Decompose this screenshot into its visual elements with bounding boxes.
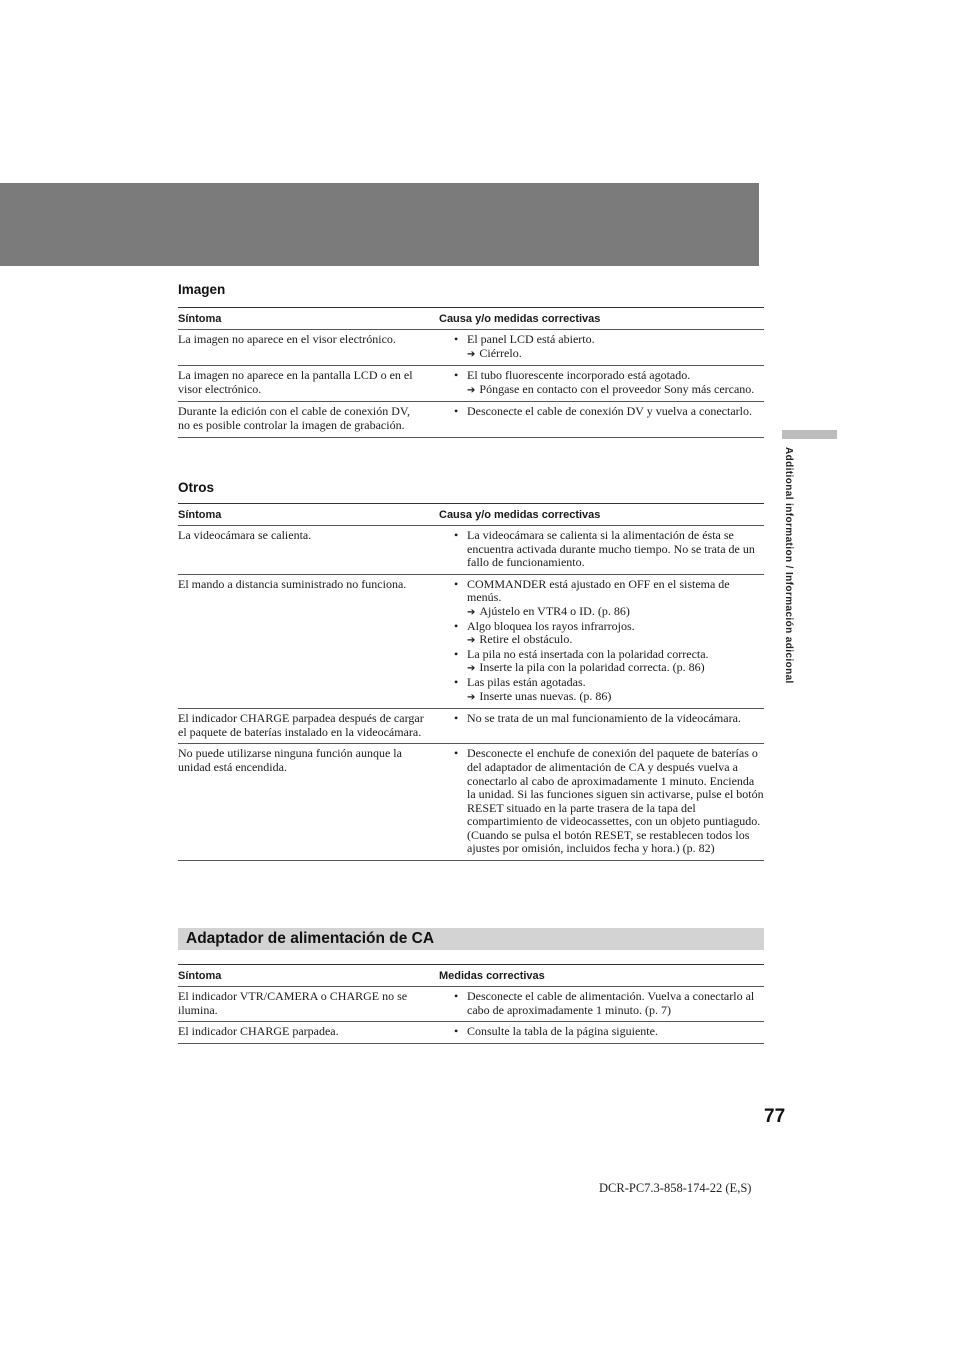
otros-heading: Otros	[178, 480, 215, 495]
cause-cell	[439, 744, 764, 861]
symptom-column-header: Síntoma	[178, 308, 439, 330]
remedy-line	[467, 661, 764, 676]
table-row	[178, 402, 764, 437]
table-row	[178, 526, 764, 575]
remedy-text: Retire el obstáculo.	[479, 632, 573, 647]
cause-item	[454, 578, 764, 620]
cause-list	[439, 333, 764, 361]
cause-list	[439, 1025, 764, 1039]
table-header-row	[178, 965, 764, 987]
cause-text: No se trata de un mal funcionamiento de la videocámara.	[467, 711, 741, 726]
cause-list	[439, 578, 764, 704]
cause-text: El panel LCD está abierto.	[467, 332, 595, 346]
cause-cell	[439, 402, 764, 437]
side-tab-marker	[782, 430, 837, 439]
otros-table	[178, 503, 764, 861]
arrow-right-icon: ➔	[467, 606, 476, 618]
cause-cell	[439, 330, 764, 366]
cause-item	[454, 712, 764, 726]
cause-list	[439, 529, 764, 570]
cause-column-header: Medidas correctivas	[439, 965, 764, 987]
cause-item	[454, 676, 764, 704]
remedy-line	[467, 347, 764, 362]
cause-cell	[439, 709, 764, 744]
remedy-text: Ajústelo en VTR4 o ID. (p. 86)	[479, 603, 630, 618]
cause-text: Desconecte el cable de alimentación. Vuelva a conectarlo al cabo de aproximadamente 1 minuto. (p. 7)	[467, 989, 755, 1017]
cause-list	[439, 712, 764, 726]
remedy-line	[467, 383, 764, 398]
remedy-line	[467, 633, 764, 648]
cause-item	[454, 405, 764, 419]
cause-cell	[439, 526, 764, 575]
cause-text: El tubo fluorescente incorporado está agotado.	[467, 368, 691, 383]
table-row	[178, 366, 764, 402]
cause-item	[454, 990, 764, 1017]
arrow-right-icon: ➔	[467, 663, 476, 675]
symptom-column-header: Síntoma	[178, 504, 439, 526]
cause-text: Desconecte el cable de conexión DV y vuelva a conectarlo.	[467, 404, 752, 419]
arrow-right-icon: ➔	[467, 348, 476, 360]
cause-cell	[439, 1022, 764, 1044]
cause-item	[454, 747, 764, 856]
symptom-cell: La videocámara se calienta.	[178, 526, 439, 575]
symptom-cell: El indicador CHARGE parpadea.	[178, 1022, 439, 1044]
adapter-table	[178, 964, 764, 1044]
cause-item	[454, 620, 764, 648]
cause-cell	[439, 987, 764, 1022]
table-row	[178, 987, 764, 1022]
adapter-section-bar	[178, 928, 764, 950]
table-row	[178, 744, 764, 861]
cause-text: Algo bloquea los rayos infrarrojos.	[467, 618, 635, 633]
cause-item	[454, 369, 764, 397]
cause-cell	[439, 574, 764, 708]
cause-text: Desconecte el enchufe de conexión del paquete de baterías o del adaptador de alimentación de CA y después vuelva a conectarlo al cabo de aproximadamente 1 minuto. Encienda la unidad. Si las funciones siguen sin activarse, pulse el botón RESET situado en la parte trasera de la tapa del compartimiento de videocassettes, con un objeto puntiagudo. (Cuando se pulsa el botón RESET, se restablecen todos los ajustes por omisión, incluidos fecha y hora.) (p. 82)	[467, 746, 764, 856]
symptom-cell: No puede utilizarse ninguna función aunque la unidad está encendida.	[178, 744, 439, 861]
cause-item	[454, 1025, 764, 1039]
table-row	[178, 709, 764, 744]
cause-list	[439, 405, 764, 419]
table-header-row	[178, 504, 764, 526]
cause-list	[439, 369, 764, 397]
remedy-line	[467, 690, 764, 705]
arrow-right-icon: ➔	[467, 635, 476, 647]
symptom-cell: Durante la edición con el cable de conexión DV, no es posible controlar la imagen de grabación.	[178, 402, 439, 437]
symptom-column-header: Síntoma	[178, 965, 439, 987]
symptom-cell: La imagen no aparece en el visor electrónico.	[178, 330, 439, 366]
table-row	[178, 330, 764, 366]
adapter-heading: Adaptador de alimentación de CA	[186, 930, 435, 947]
cause-list	[439, 747, 764, 856]
arrow-right-icon: ➔	[467, 384, 476, 396]
cause-text: La videocámara se calienta si la alimentación de ésta se encuentra activada durante mucho tiempo. No se trata de un fallo de funcionamiento.	[467, 528, 755, 570]
header-band	[0, 183, 759, 266]
cause-column-header: Causa y/o medidas correctivas	[439, 308, 764, 330]
arrow-right-icon: ➔	[467, 691, 476, 703]
symptom-cell: El mando a distancia suministrado no funciona.	[178, 574, 439, 708]
cause-column-header: Causa y/o medidas correctivas	[439, 504, 764, 526]
symptom-cell: El indicador CHARGE parpadea después de cargar el paquete de baterías instalado en la videocámara.	[178, 709, 439, 744]
imagen-table	[178, 307, 764, 438]
cause-text: Las pilas están agotadas.	[467, 674, 586, 689]
cause-item	[454, 529, 764, 570]
page-number: 77	[764, 1106, 786, 1127]
remedy-text: Ciérrelo.	[479, 345, 522, 360]
remedy-line	[467, 605, 764, 620]
cause-list	[439, 990, 764, 1017]
imagen-heading: Imagen	[178, 282, 226, 297]
cause-item	[454, 648, 764, 676]
remedy-text: Inserte la pila con la polaridad correcta. (p. 86)	[479, 660, 705, 675]
cause-cell	[439, 366, 764, 402]
table-header-row	[178, 308, 764, 330]
remedy-text: Inserte unas nuevas. (p. 86)	[479, 688, 612, 703]
symptom-cell: La imagen no aparece en la pantalla LCD o en el visor electrónico.	[178, 366, 439, 402]
cause-text: Consulte la tabla de la página siguiente.	[467, 1024, 658, 1039]
cause-text: COMMANDER está ajustado en OFF en el sistema de menús.	[467, 576, 730, 605]
document-code: DCR-PC7.3-858-174-22 (E,S)	[599, 1181, 752, 1195]
sidebar-section-label: Additional information / Información adicional	[783, 447, 794, 684]
table-row	[178, 574, 764, 708]
remedy-text: Póngase en contacto con el proveedor Sony más cercano.	[479, 381, 755, 396]
symptom-cell: El indicador VTR/CAMERA o CHARGE no se ilumina.	[178, 987, 439, 1022]
cause-item	[454, 333, 764, 361]
cause-text: La pila no está insertada con la polaridad correcta.	[467, 646, 709, 661]
table-row	[178, 1022, 764, 1044]
